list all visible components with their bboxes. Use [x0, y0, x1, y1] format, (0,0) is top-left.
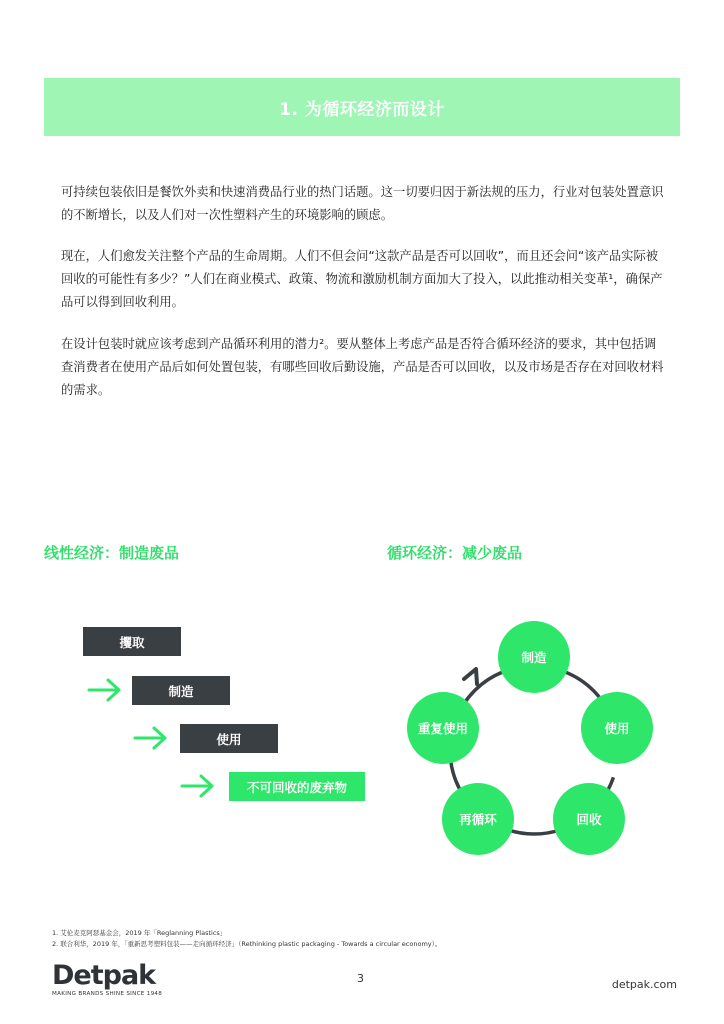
arrow-right-icon [133, 725, 169, 751]
linear-step-make: 制造 [132, 676, 230, 705]
design-paragraph: 在设计包装时就应该考虑到产品循环利用的潜力²。要从整体上考虑产品是否符合循环经济的要求，其中包括调查消费者在使用产品后如何处置包装，有哪些回收后勤设施，产品是否可以回收，以及市场是否存在对回收材料的需求。 [61, 337, 664, 397]
arrow-right-icon [180, 773, 216, 799]
footnote-1: 1. 艾伦麦克阿瑟基金会，2019 年「Reglanning Plastics」 [52, 929, 227, 937]
detpak-logo [52, 962, 162, 997]
linear-step-extract: 攫取 [83, 627, 181, 656]
cycle-node-reuse: 重复使用 [407, 692, 479, 764]
lifecycle-paragraph: 现在，人们愈发关注整个产品的生命周期。人们不但会问“这款产品是否可以回收”，而且还会问“该产品实际被回收的可能性有多少？”人们在商业模式、政策、物流和激励机制方面加大了投入，以此推动相关变革¹，确保产品可以得到回收利用。 [61, 249, 663, 309]
linear-economy-heading: 线性经济：制造废品 [44, 544, 180, 562]
logo-tagline: MAKING BRANDS SHINE SINCE 1948 [52, 991, 163, 997]
cycle-node-make: 制造 [498, 621, 570, 693]
circular-economy-heading: 循环经济：减少废品 [387, 544, 523, 562]
linear-step-use: 使用 [180, 724, 278, 753]
section-title: 1. 为循环经济而设计 [279, 99, 445, 120]
logo-wordmark: Detpak [52, 960, 156, 991]
page-number: 3 [357, 972, 364, 985]
intro-paragraph: 可持续包装依旧是餐饮外卖和快速消费品行业的热门话题。这一切要归因于新法规的压力，行业对包装处置意识的不断增长，以及人们对一次性塑料产生的环境影响的顾虑。 [61, 185, 664, 222]
arrow-right-icon [87, 677, 123, 703]
cycle-node-use: 使用 [581, 692, 653, 764]
linear-step-waste: 不可回收的废弃物 [229, 772, 365, 801]
website-link[interactable]: detpak.com [611, 978, 677, 991]
cycle-node-recirculate: 再循环 [442, 783, 514, 855]
cycle-arrow-icon [464, 669, 477, 684]
section-banner [44, 78, 680, 136]
cycle-node-recycle: 回收 [553, 783, 625, 855]
footnote-2: 2. 联合利华，2019 年，「重新思考塑料包装——走向循环经济」（Rethinking plastic packaging - Towards a circular economy）。 [52, 940, 442, 948]
